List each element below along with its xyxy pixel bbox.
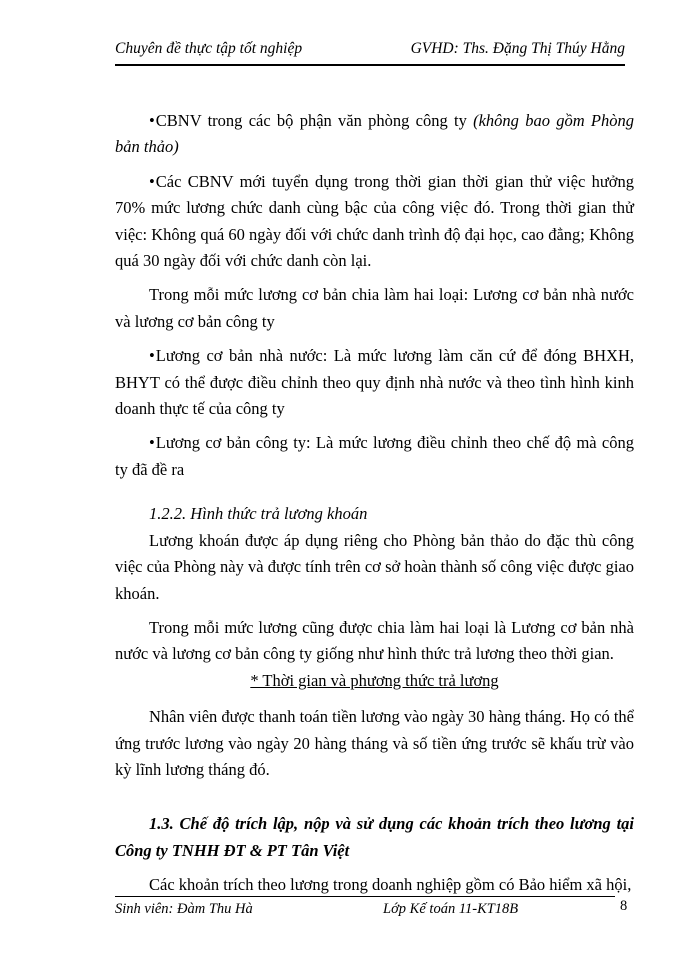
paragraph-text: CBNV trong các bộ phận văn phòng công ty [155, 111, 474, 130]
page-footer [115, 896, 615, 921]
page-number: 8 [620, 898, 628, 914]
paragraph-italic-note: (không bao gồm Phòng bản thảo) [115, 111, 634, 157]
paragraph-text: Lương cơ bản nhà nước: Là mức lương làm căn cứ để đóng BHXH, BHYT có thể được điều chỉnh theo quy định nhà nước và theo tình hình kinh doanh thực tế của công ty [115, 346, 634, 419]
bullet-icon: • [149, 111, 155, 130]
bullet-paragraph-company-salary [115, 430, 634, 483]
header-advisor: GVHD: Ths. Đặng Thị Thúy Hằng [410, 40, 625, 57]
header-title: Chuyên đề thực tập tốt nghiệp [115, 40, 303, 57]
bullet-paragraph-new-staff [115, 169, 634, 275]
bullet-icon: • [149, 433, 155, 453]
paragraph-piecework-salary: Lương khoán được áp dụng riêng cho Phòng bản thảo do đặc thù công việc của Phòng này và được tính trên cơ sở hoàn thành số công việc được giao khoán. [115, 530, 634, 603]
document-body [115, 108, 634, 899]
footer-student: Sinh viên: Đàm Thu Hà [115, 901, 253, 917]
bullet-paragraph-state-salary [115, 343, 634, 422]
bullet-icon: • [149, 346, 155, 366]
paragraph-text: Lương cơ bản công ty: Là mức lương điều chỉnh theo chế độ mà công ty đã đề ra [115, 433, 634, 479]
footer-class: Lớp Kế toán 11-KT18B [383, 901, 519, 917]
section-heading-1-3: 1.3. Chế độ trích lập, nộp và sử dụng các khoản trích theo lương tại Công ty TNHH ĐT & PT Tân Việt [115, 814, 634, 860]
subheading-payment-time: * Thời gian và phương thức trả lương [250, 670, 499, 690]
subheading-1-2-2: 1.2.2. Hình thức trả lương khoán [149, 504, 368, 524]
bullet-icon: • [149, 171, 155, 191]
paragraph-deductions: Các khoản trích theo lương trong doanh nghiệp gồm có Bảo hiểm xã hội, [149, 875, 632, 895]
page-header [115, 36, 625, 66]
bullet-paragraph-office-staff [115, 108, 634, 161]
paragraph-salary-types: Trong mỗi mức lương cơ bản chia làm hai loại: Lương cơ bản nhà nước và lương cơ bản công ty [115, 285, 634, 331]
paragraph-piecework-types: Trong mỗi mức lương cũng được chia làm hai loại là Lương cơ bản nhà nước và lương cơ bản công ty giống như hình thức trả lương theo thời gian. [115, 617, 634, 664]
paragraph-text: Các CBNV mới tuyển dụng trong thời gian thời gian thử việc hưởng 70% mức lương chức danh cùng bậc của công việc đó. Trong thời gian thử việc: Không quá 60 ngày đối với chức danh trình độ đại học, cao đẳng; Không quá 30 ngày đối với chức danh còn lại. [115, 171, 634, 271]
paragraph-payment-schedule: Nhân viên được thanh toán tiền lương vào ngày 30 hàng tháng. Họ có thể ứng trước lương vào ngày 20 hàng tháng và số tiền ứng trước sẽ khấu trừ vào kỳ lĩnh lương tháng đó. [115, 707, 634, 779]
